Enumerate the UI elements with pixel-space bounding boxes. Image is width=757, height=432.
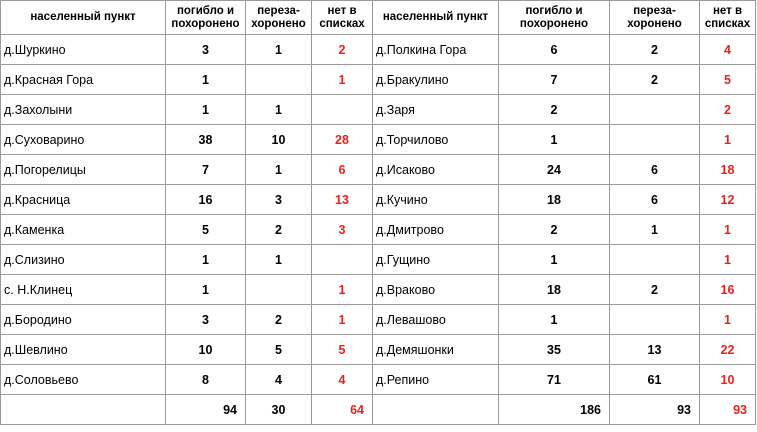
missing-cell-left: 2 [312, 35, 373, 65]
killed-cell-right: 24 [499, 155, 610, 185]
header-missing-left: нет в списках [312, 1, 373, 35]
place-cell-right: д.Торчилово [373, 125, 499, 155]
totals-place-right [373, 395, 499, 425]
reburied-cell-right [610, 125, 700, 155]
table-row [1, 365, 756, 395]
table-row [1, 275, 756, 305]
header-place-left: населенный пункт [1, 1, 166, 35]
header-reburied-right: переза-хоронено [610, 1, 700, 35]
place-cell-right: д.Заря [373, 95, 499, 125]
totals-killed-left: 94 [166, 395, 246, 425]
header-place-right: населенный пункт [373, 1, 499, 35]
place-cell-left: с. Н.Клинец [1, 275, 166, 305]
killed-cell-left: 1 [166, 95, 246, 125]
header-row [1, 1, 756, 35]
table-row [1, 35, 756, 65]
missing-cell-right: 1 [700, 125, 756, 155]
missing-cell-right: 12 [700, 185, 756, 215]
missing-cell-right: 1 [700, 215, 756, 245]
totals-missing-right: 93 [700, 395, 756, 425]
missing-cell-left: 4 [312, 365, 373, 395]
place-cell-left: д.Шуркино [1, 35, 166, 65]
killed-cell-left: 16 [166, 185, 246, 215]
reburied-cell-left: 3 [246, 185, 312, 215]
table-row [1, 215, 756, 245]
table-row [1, 185, 756, 215]
reburied-cell-right: 13 [610, 335, 700, 365]
totals-row [1, 395, 756, 425]
killed-cell-right: 71 [499, 365, 610, 395]
header-killed-right: погибло и похоронено [499, 1, 610, 35]
place-cell-right: д.Бракулино [373, 65, 499, 95]
reburied-cell-right: 6 [610, 155, 700, 185]
place-cell-left: д.Бородино [1, 305, 166, 335]
missing-cell-left [312, 245, 373, 275]
killed-cell-right: 35 [499, 335, 610, 365]
reburied-cell-right [610, 245, 700, 275]
reburied-cell-right: 2 [610, 275, 700, 305]
reburied-cell-right [610, 95, 700, 125]
killed-cell-right: 18 [499, 275, 610, 305]
killed-cell-left: 3 [166, 35, 246, 65]
place-cell-left: д.Слизино [1, 245, 166, 275]
table-row [1, 125, 756, 155]
missing-cell-left: 3 [312, 215, 373, 245]
reburied-cell-right: 1 [610, 215, 700, 245]
reburied-cell-right: 2 [610, 65, 700, 95]
place-cell-right: д.Репино [373, 365, 499, 395]
reburied-cell-left: 10 [246, 125, 312, 155]
missing-cell-right: 18 [700, 155, 756, 185]
place-cell-right: д.Левашово [373, 305, 499, 335]
table-row [1, 335, 756, 365]
missing-cell-left [312, 95, 373, 125]
reburied-cell-left: 1 [246, 245, 312, 275]
reburied-cell-left: 1 [246, 95, 312, 125]
killed-cell-left: 38 [166, 125, 246, 155]
place-cell-right: д.Гущино [373, 245, 499, 275]
place-cell-left: д.Соловьево [1, 365, 166, 395]
killed-cell-right: 6 [499, 35, 610, 65]
table-row [1, 65, 756, 95]
table-row [1, 245, 756, 275]
missing-cell-left: 5 [312, 335, 373, 365]
missing-cell-right: 22 [700, 335, 756, 365]
table-row [1, 155, 756, 185]
totals-missing-left: 64 [312, 395, 373, 425]
table-row [1, 305, 756, 335]
killed-cell-left: 7 [166, 155, 246, 185]
missing-cell-right: 4 [700, 35, 756, 65]
table-row [1, 95, 756, 125]
reburied-cell-right: 6 [610, 185, 700, 215]
missing-cell-right: 5 [700, 65, 756, 95]
missing-cell-left: 13 [312, 185, 373, 215]
totals-reburied-right: 93 [610, 395, 700, 425]
missing-cell-left: 1 [312, 275, 373, 305]
header-reburied-left: переза-хоронено [246, 1, 312, 35]
place-cell-right: д.Кучино [373, 185, 499, 215]
reburied-cell-left [246, 275, 312, 305]
reburied-cell-left: 1 [246, 155, 312, 185]
reburied-cell-right: 61 [610, 365, 700, 395]
killed-cell-right: 7 [499, 65, 610, 95]
reburied-cell-left: 5 [246, 335, 312, 365]
reburied-cell-right [610, 305, 700, 335]
reburied-cell-left: 2 [246, 305, 312, 335]
missing-cell-left: 6 [312, 155, 373, 185]
killed-cell-right: 18 [499, 185, 610, 215]
killed-cell-right: 2 [499, 215, 610, 245]
place-cell-left: д.Каменка [1, 215, 166, 245]
killed-cell-right: 1 [499, 305, 610, 335]
place-cell-right: д.Дмитрово [373, 215, 499, 245]
killed-cell-left: 1 [166, 65, 246, 95]
header-missing-right: нет в списках [700, 1, 756, 35]
reburied-cell-right: 2 [610, 35, 700, 65]
totals-killed-right: 186 [499, 395, 610, 425]
killed-cell-left: 5 [166, 215, 246, 245]
missing-cell-right: 16 [700, 275, 756, 305]
place-cell-left: д.Красная Гора [1, 65, 166, 95]
table-body [1, 35, 756, 425]
reburied-cell-left [246, 65, 312, 95]
place-cell-left: д.Захолыни [1, 95, 166, 125]
header-killed-left: погибло и похоронено [166, 1, 246, 35]
killed-cell-right: 1 [499, 125, 610, 155]
missing-cell-right: 1 [700, 305, 756, 335]
place-cell-right: д.Исаково [373, 155, 499, 185]
killed-cell-right: 2 [499, 95, 610, 125]
place-cell-left: д.Красница [1, 185, 166, 215]
missing-cell-left: 1 [312, 65, 373, 95]
missing-cell-right: 2 [700, 95, 756, 125]
totals-place-left [1, 395, 166, 425]
killed-cell-left: 1 [166, 275, 246, 305]
killed-cell-right: 1 [499, 245, 610, 275]
missing-cell-left: 28 [312, 125, 373, 155]
reburied-cell-left: 4 [246, 365, 312, 395]
place-cell-right: д.Враково [373, 275, 499, 305]
killed-cell-left: 1 [166, 245, 246, 275]
missing-cell-right: 10 [700, 365, 756, 395]
reburied-cell-left: 1 [246, 35, 312, 65]
killed-cell-left: 10 [166, 335, 246, 365]
totals-reburied-left: 30 [246, 395, 312, 425]
missing-cell-left: 1 [312, 305, 373, 335]
missing-cell-right: 1 [700, 245, 756, 275]
killed-cell-left: 3 [166, 305, 246, 335]
place-cell-left: д.Погорелицы [1, 155, 166, 185]
place-cell-left: д.Суховарино [1, 125, 166, 155]
table-header [1, 1, 756, 35]
place-cell-right: д.Демяшонки [373, 335, 499, 365]
place-cell-left: д.Шевлино [1, 335, 166, 365]
place-cell-right: д.Полкина Гора [373, 35, 499, 65]
reburied-cell-left: 2 [246, 215, 312, 245]
killed-cell-left: 8 [166, 365, 246, 395]
